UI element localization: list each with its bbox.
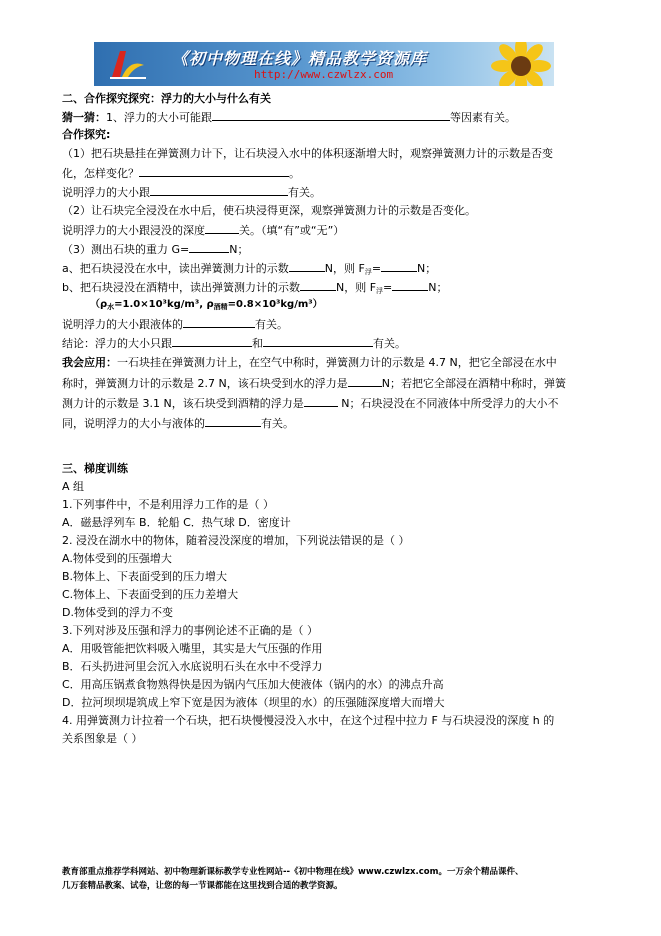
q2-line-b	[62, 223, 344, 238]
q3-tail-a: N；	[229, 243, 249, 256]
apply-text-1: 一石块挂在弹簧测力计上，在空气中称时，弹簧测力计的示数是 4.7 N，把它全部浸在水中	[117, 356, 557, 369]
banner-url[interactable]: http://www.czwlzx.com	[254, 68, 394, 81]
problem-4-line-a: 4. 用弹簧测力计拉着一个石块，把石块慢慢浸没入水中，在这个过程中拉力 F 与石块浸没的深度 h 的	[62, 714, 555, 727]
apply-text-4b: 有关。	[261, 417, 294, 430]
apply-blank-2	[348, 376, 382, 387]
apply-text-4a: 同，说明浮力的大小与液体的	[62, 417, 205, 430]
density-b: =1.0×10³kg/m³, ρ	[114, 299, 214, 310]
q1-line-b	[62, 166, 300, 181]
conclusion-mid: 和	[252, 337, 263, 350]
conclusion-text: 结论：浮力的大小只跟	[62, 337, 172, 350]
header-banner	[94, 42, 554, 86]
q2-line-a: （2）让石块完全浸没在水中后，使石块浸得更深，观察弹簧测力计的示数是否变化。	[62, 204, 476, 217]
q3-blank-c1	[300, 280, 336, 291]
q3-eq-b: =	[371, 262, 382, 275]
q1-tail-b: 。	[289, 167, 300, 180]
q3-tail-c: N；	[428, 281, 448, 294]
banner-title: 《初中物理在线》精品教学资源库	[172, 49, 428, 68]
problem-3: 3.下列对涉及压强和浮力的事例论述不正确的是（ ）	[62, 624, 318, 637]
q1-line-c	[62, 185, 321, 200]
q3-blank-b2	[381, 261, 417, 272]
q3-blank-d	[183, 317, 255, 328]
problem-1-options: A．磁悬浮列车 B．轮船 C．热气球 D．密度计	[62, 516, 291, 529]
problem-3-option-d: D．拉河坝坝堤筑成上窄下宽是因为液体（坝里的水）的压强随深度增大而增大	[62, 696, 445, 709]
density-a: （ρ	[90, 299, 108, 310]
q3-sub-b: 浮	[364, 268, 372, 276]
problem-2-option-c: C.物体上、下表面受到的压力差增大	[62, 588, 239, 601]
apply-text-3b: N；石块浸没在不同液体中所受浮力的大小不	[337, 397, 559, 410]
page-footer	[62, 865, 622, 893]
q3-line-b	[62, 261, 436, 279]
sunflower-icon	[490, 42, 552, 86]
q3-blank-b1	[289, 261, 325, 272]
apply-blank-3	[304, 396, 338, 407]
problem-2-option-d: D.物体受到的浮力不变	[62, 606, 173, 619]
q3-sub-c: 浮	[376, 287, 384, 295]
problem-3-option-b: B．石头扔进河里会沉入水底说明石头在水中不受浮力	[62, 660, 323, 673]
problem-2-option-b: B.物体上、下表面受到的压力增大	[62, 570, 228, 583]
footer-line-2: 几万套精品教案、试卷，让您的每一节课都能在这里找到合适的教学资源。	[62, 881, 343, 891]
guess-label: 猜一猜：	[62, 111, 106, 124]
q3-line-d	[62, 317, 288, 332]
problem-2: 2. 浸没在湖水中的物体，随着浸没深度的增加，下列说法错误的是（ ）	[62, 534, 410, 547]
q1-blank-b	[139, 166, 289, 177]
q3-text-b: a、把石块浸没在水中，读出弹簧测力计的示数	[62, 262, 289, 275]
problem-1: 1.下列事件中，不是利用浮力工作的是（ ）	[62, 498, 274, 511]
q3-eq-c: =	[383, 281, 393, 294]
q3-text-d: 说明浮力的大小跟液体的	[62, 318, 183, 331]
q1-text-c: 说明浮力的大小跟	[62, 186, 150, 199]
q2-blank-b	[205, 223, 239, 234]
q3-text-a: （3）测出石块的重力 G=	[62, 243, 190, 256]
q3-text-c: b、把石块浸没在酒精中，读出弹簧测力计的示数	[62, 281, 300, 294]
q1-line-a: （1）把石块悬挂在弹簧测力计下，让石块浸入水中的体积逐渐增大时，观察弹簧测力计的示数是否变	[62, 147, 553, 160]
section-3-title: 三、梯度训练	[62, 462, 128, 475]
guess-line	[62, 110, 516, 125]
conclusion-tail: 有关。	[373, 337, 406, 350]
apply-text-3a: 测力计的示数是 3.1 N，该石块受到酒精的浮力是	[62, 397, 304, 410]
problem-3-option-a: A．用吸管能把饮料吸入嘴里，其实是大气压强的作用	[62, 642, 323, 655]
q3-mid-c: N，则 F	[335, 281, 377, 294]
conclusion-blank-2	[263, 336, 373, 347]
q1-text-b: 化，怎样变化？	[62, 167, 139, 180]
footer-line-1: 教育部重点推荐学科网站、初中物理新课标教学专业性网站--《初中物理在线》www.czwlzx.com。一万余个精品课件、	[62, 867, 524, 877]
guess-tail: 等因素有关。	[450, 111, 516, 124]
q3-tail-d: 有关。	[255, 318, 288, 331]
group-a-label: A 组	[62, 480, 85, 493]
density-sub-alcohol: 酒精	[213, 303, 228, 311]
q3-tail-b: N；	[417, 262, 437, 275]
guess-text: 1、浮力的大小可能跟	[106, 111, 212, 124]
coop-label: 合作探究:	[62, 128, 111, 141]
q1-blank-c	[150, 185, 288, 196]
apply-text-2b: N；若把它全部浸在酒精中称时，弹簧	[381, 377, 566, 390]
conclusion-blank-1	[172, 336, 252, 347]
q3-mid-b: N，则 F	[324, 262, 365, 275]
problem-2-option-a: A.物体受到的压强增大	[62, 552, 172, 565]
apply-line-4	[62, 416, 294, 431]
q3-line-c	[62, 280, 448, 298]
apply-text-2a: 称时，弹簧测力计的示数是 2.7 N，该石块受到水的浮力是	[62, 377, 348, 390]
apply-line-2	[62, 376, 566, 391]
q3-blank-a	[189, 242, 229, 253]
q2-tail-b: 关。（填“有”或“无”）	[239, 224, 345, 237]
density-note	[90, 298, 323, 314]
apply-line-3	[62, 396, 558, 411]
problem-3-option-c: C．用高压锅煮食物熟得快是因为锅内气压加大使液体（锅内的水）的沸点升高	[62, 678, 444, 691]
q3-blank-c2	[392, 280, 428, 291]
conclusion-line	[62, 336, 406, 351]
q3-line-a	[62, 242, 248, 257]
density-sub-water: 水	[107, 303, 115, 311]
apply-line-1	[62, 356, 557, 370]
apply-label: 我会应用：	[62, 356, 117, 369]
q2-text-b: 说明浮力的大小跟浸没的深度	[62, 224, 205, 237]
density-c: =0.8×10³kg/m³）	[227, 299, 323, 310]
q1-tail-c: 有关。	[288, 186, 321, 199]
problem-4-line-b: 关系图象是（ ）	[62, 732, 143, 745]
guess-blank	[212, 110, 450, 121]
section-2-title: 二、合作探究探究：浮力的大小与什么有关	[62, 92, 271, 105]
site-logo-icon	[108, 47, 148, 81]
apply-blank-4	[205, 416, 261, 427]
